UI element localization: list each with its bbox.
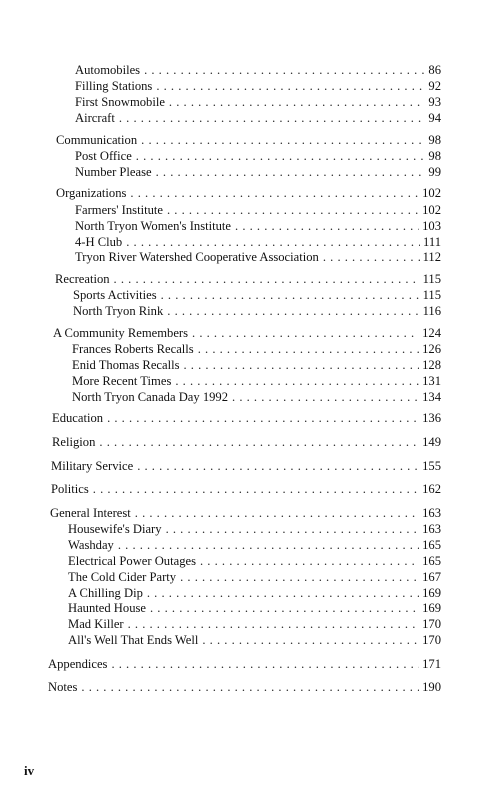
leader-dots [136, 148, 426, 164]
leader-dots [144, 62, 425, 78]
toc-entry-title: North Tryon Rink [73, 304, 164, 318]
toc-entry-title: Automobiles [75, 63, 141, 77]
toc-section-title: Appendices [48, 657, 108, 671]
leader-dots [175, 373, 419, 389]
leader-dots [156, 164, 426, 180]
toc-entry [68, 585, 441, 601]
toc-page-number: 134 [422, 390, 441, 404]
leader-dots [156, 78, 425, 94]
leader-dots [167, 202, 419, 218]
toc-page-number: 115 [422, 288, 441, 302]
toc-entry-title: Washday [68, 538, 114, 552]
leader-dots [184, 357, 420, 373]
leader-dots [128, 616, 420, 632]
toc-page-number: 136 [422, 411, 441, 425]
leader-dots [180, 569, 419, 585]
toc-entry-title: Post Office [75, 149, 132, 163]
toc-entry-title: Housewife's Diary [68, 522, 162, 536]
toc-page-number: 171 [422, 657, 441, 671]
toc-section-title: General Interest [50, 506, 131, 520]
toc-entry [72, 357, 441, 373]
toc-entry [75, 164, 441, 180]
toc-entry-title: Sports Activities [73, 288, 157, 302]
toc-entry [68, 537, 441, 553]
leader-dots [99, 434, 419, 450]
toc-page-number: 149 [422, 435, 441, 449]
leader-dots [126, 234, 420, 250]
toc-entry [68, 616, 441, 632]
page-number-roman: iv [24, 763, 35, 778]
toc-section-title: Religion [52, 435, 96, 449]
leader-dots [81, 679, 419, 695]
toc-entry-title: More Recent Times [72, 374, 172, 388]
toc-entry [75, 202, 441, 218]
leader-dots [150, 600, 419, 616]
toc-section-title: Politics [51, 482, 89, 496]
toc-entry [75, 234, 441, 250]
leader-dots [235, 218, 419, 234]
toc-section [48, 656, 441, 672]
toc-page-number: 102 [422, 186, 441, 200]
toc-entry [73, 287, 441, 303]
toc-section-title: Education [52, 411, 104, 425]
toc-entry-title: Tryon River Watershed Cooperative Association [75, 250, 319, 264]
toc-entry-title: Enid Thomas Recalls [72, 358, 180, 372]
toc-section-title: Notes [48, 680, 78, 694]
toc-page-number: 94 [428, 111, 441, 125]
toc-page-number: 98 [428, 133, 441, 147]
toc-entry [75, 110, 441, 126]
toc-section [53, 325, 441, 341]
toc-page-number: 167 [422, 570, 441, 584]
toc-section-title: A Community Remembers [53, 326, 189, 340]
toc-entry-title: Filling Stations [75, 79, 153, 93]
toc-section-title: Organizations [56, 186, 127, 200]
toc-entry-title: Number Please [75, 165, 152, 179]
toc-entry [75, 249, 441, 265]
leader-dots [114, 271, 420, 287]
leader-dots [130, 185, 419, 201]
toc-entry [73, 303, 441, 319]
toc-section [48, 679, 441, 695]
toc-page-number: 111 [423, 235, 441, 249]
toc-page-number: 165 [422, 538, 441, 552]
toc-entry [68, 521, 441, 537]
leader-dots [200, 553, 419, 569]
toc-entry-title: Frances Roberts Recalls [72, 342, 194, 356]
toc-page-number: 103 [422, 219, 441, 233]
toc-page-number: 190 [422, 680, 441, 694]
toc-section [52, 410, 441, 426]
toc-entry [75, 148, 441, 164]
toc-entry [68, 569, 441, 585]
leader-dots [141, 132, 425, 148]
toc-entry-title: The Cold Cider Party [68, 570, 177, 584]
leader-dots [107, 410, 419, 426]
toc-section [51, 481, 441, 497]
leader-dots [166, 521, 420, 537]
toc-entry-title: First Snowmobile [75, 95, 165, 109]
toc-entry [68, 553, 441, 569]
toc-page-number: 169 [422, 601, 441, 615]
toc-section-title: Communication [56, 133, 138, 147]
leader-dots [161, 287, 420, 303]
leader-dots [232, 389, 419, 405]
toc-entry [72, 389, 441, 405]
toc-entry-title: Aircraft [75, 111, 115, 125]
toc-section [55, 271, 441, 287]
leader-dots [202, 632, 419, 648]
toc-page-number: 124 [422, 326, 441, 340]
leader-dots [192, 325, 419, 341]
toc-page-number: 163 [422, 522, 441, 536]
toc-entry-title: A Chilling Dip [68, 586, 143, 600]
toc-entry-title: Haunted House [68, 601, 146, 615]
toc-section [56, 185, 441, 201]
toc-page-number: 86 [428, 63, 441, 77]
toc-entry [72, 341, 441, 357]
toc-section [51, 458, 441, 474]
toc-entry [75, 78, 441, 94]
toc-page-number: 155 [422, 459, 441, 473]
toc-page-number: 128 [422, 358, 441, 372]
leader-dots [167, 303, 419, 319]
leader-dots [198, 341, 419, 357]
toc-page-number: 162 [422, 482, 441, 496]
toc-page-number: 115 [422, 272, 441, 286]
toc-entry-title: Electrical Power Outages [68, 554, 196, 568]
toc-entry [68, 632, 441, 648]
toc-entry [75, 62, 441, 78]
toc-page-number: 126 [422, 342, 441, 356]
toc-section-title: Military Service [51, 459, 134, 473]
toc-entry-title: Farmers' Institute [75, 203, 163, 217]
toc-entry [75, 218, 441, 234]
toc-section [56, 132, 441, 148]
toc-page-number: 169 [422, 586, 441, 600]
toc-entry-title: All's Well That Ends Well [68, 633, 199, 647]
toc-page-number: 116 [422, 304, 441, 318]
leader-dots [119, 110, 426, 126]
toc-entry-title: Mad Killer [68, 617, 124, 631]
toc-page-number: 170 [422, 633, 441, 647]
leader-dots [323, 249, 420, 265]
toc-entry [72, 373, 441, 389]
toc-section-title: Recreation [55, 272, 110, 286]
toc-page-number: 112 [422, 250, 441, 264]
leader-dots [135, 505, 419, 521]
toc-entry [75, 94, 441, 110]
toc-page-number: 93 [428, 95, 441, 109]
toc-page-number: 170 [422, 617, 441, 631]
toc-page-number: 102 [422, 203, 441, 217]
toc-page-number: 131 [422, 374, 441, 388]
toc-page-number: 98 [428, 149, 441, 163]
leader-dots [147, 585, 419, 601]
toc-entry-title: 4-H Club [75, 235, 123, 249]
toc-entry-title: North Tryon Women's Institute [75, 219, 232, 233]
toc-page-number: 165 [422, 554, 441, 568]
toc-page-number: 99 [428, 165, 441, 179]
leader-dots [169, 94, 425, 110]
leader-dots [93, 481, 419, 497]
toc-section [52, 434, 441, 450]
leader-dots [118, 537, 419, 553]
toc-section [50, 505, 441, 521]
toc-entry-title: North Tryon Canada Day 1992 [72, 390, 229, 404]
leader-dots [111, 656, 419, 672]
leader-dots [137, 458, 419, 474]
toc-page-number: 92 [428, 79, 441, 93]
toc-entry [68, 600, 441, 616]
toc-page-number: 163 [422, 506, 441, 520]
